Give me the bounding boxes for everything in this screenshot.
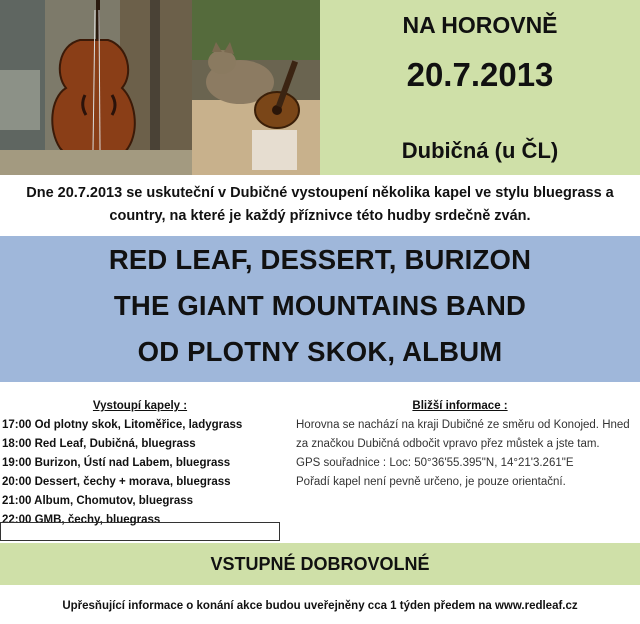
intro-line-1: Dne 20.7.2013 se uskuteční v Dubičné vystoupení několika kapel ve stylu bluegrass a bbox=[26, 185, 614, 201]
event-place: Dubičná (u ČL) bbox=[401, 138, 559, 163]
photo-divider bbox=[0, 0, 321, 175]
bands-line-3: OD PLOTNY SKOK, ALBUM bbox=[137, 336, 503, 367]
event-date: 20.7.2013 bbox=[406, 56, 554, 93]
info-line: GPS souřadnice : Loc: 50°36'55.395"N, 14°21'3.261"E bbox=[296, 457, 574, 469]
entry-banner: VSTUPNÉ DOBROVOLNÉ bbox=[0, 543, 640, 585]
event-header bbox=[320, 0, 640, 175]
bands-line-1: RED LEAF, DESSERT, BURIZON bbox=[108, 244, 532, 275]
empty-cell-box bbox=[0, 522, 280, 541]
event-title: NA HOROVNĚ bbox=[402, 12, 558, 38]
bands-line-2: THE GIANT MOUNTAINS BAND bbox=[113, 290, 527, 321]
info-line: za značkou Dubičná odbočit vpravo přez můstek a jste tam. bbox=[296, 438, 600, 450]
schedule-item: 20:00 Dessert, čechy + morava, bluegrass bbox=[2, 476, 231, 488]
schedule-item: 17:00 Od plotny skok, Litoměřice, ladygrass bbox=[2, 419, 243, 431]
bands-banner bbox=[0, 236, 640, 382]
schedule-heading: Vystoupí kapely : bbox=[92, 400, 188, 412]
info-heading: Bližší informace : bbox=[412, 400, 508, 412]
footer-note: Upřesňující informace o konání akce budou uveřejněny cca 1 týden předem na www.redleaf.cz bbox=[62, 600, 578, 612]
intro-line-2: country, na které je každý příznivce této hudby srdečně zván. bbox=[109, 208, 531, 224]
schedule-list bbox=[2, 416, 282, 530]
schedule-item: 21:00 Album, Chomutov, bluegrass bbox=[2, 495, 194, 507]
info-text bbox=[296, 416, 636, 492]
schedule-item: 18:00 Red Leaf, Dubičná, bluegrass bbox=[2, 438, 196, 450]
intro-text bbox=[0, 182, 640, 228]
info-line: Horovna se nachází na kraji Dubičné ze směru od Konojed. Hned bbox=[296, 419, 630, 431]
schedule-item: 19:00 Burizon, Ústí nad Labem, bluegrass bbox=[2, 457, 231, 469]
info-line: Pořadí kapel není pevně určeno, je pouze orientační. bbox=[296, 476, 566, 488]
schedule-item: 22:00 GMB, čechy, bluegrass bbox=[2, 514, 161, 526]
